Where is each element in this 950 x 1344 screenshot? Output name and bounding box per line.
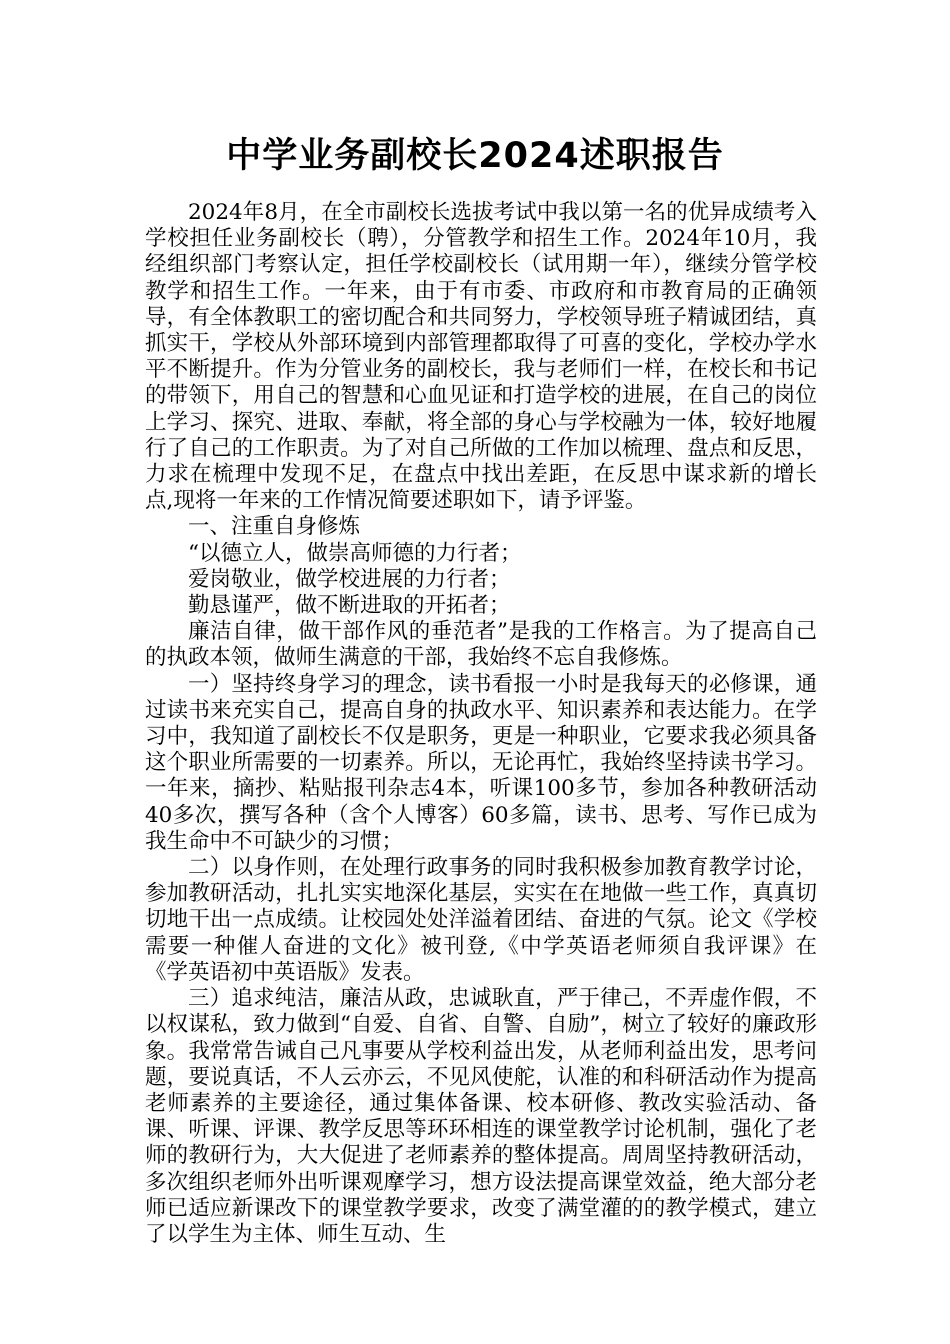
paragraph-intro: 2024年8月，在全市副校长选拔考试中我以第一名的优异成绩考入学校担任业务副校长（聘），分管教学和招生工作。2024年10月，我经组织部门考察认定，担任学校副校长（试用期一年），继续分管学校教学和招生工作。一年来，由于有市委、市政府和市教育局的正确领导，有全体教职工的密切配合和共同努力，学校领导班子精诚团结，真抓实干，学校从外部环境到内部管理都取得了可喜的变化，学校办学水平不断提升。作为分管业务的副校长，我与老师们一样，在校长和书记的带领下，用自己的智慧和心血见证和打造学校的进展，在自己的岗位上学习、探究、进取、奉献，将全部的身心与学校融为一体，较好地履行了自己的工作职责。为了对自己所做的工作加以梳理、盘点和反思，力求在梳理中发现不足，在盘点中找出差距，在反思中谋求新的增长点,现将一年来的工作情况简要述职如下，请予评鉴。 [145, 200, 817, 514]
motto-line: “以德立人，做崇高师德的力行者； [188, 540, 522, 566]
motto-line: 爱岗敬业，做学校进展的力行者； [188, 566, 511, 592]
section-heading: 一、注重自身修炼 [188, 514, 361, 540]
document-title: 中学业务副校长2024述职报告 [226, 136, 724, 176]
paragraph-motto-end: 廉洁自律，做干部作风的垂范者”是我的工作格言。为了提高自己的执政本领，做师生满意的干部，我始终不忘自我修炼。 [145, 619, 817, 671]
paragraph-item-2: 二）以身作则，在处理行政事务的同时我积极参加教育教学讨论，参加教研活动，扎扎实实地深化基层，实实在在地做一些工作，真真切切地干出一点成绩。让校园处处洋溢着团结、奋进的气氛。论文《学校需要一种催人奋进的文化》被刊登,《中学英语老师须自我评课》在《学英语初中英语版》发表。 [145, 855, 817, 985]
motto-line: 勤恳谨严，做不断进取的开拓者； [188, 593, 511, 619]
paragraph-item-3: 三）追求纯洁，廉洁从政，忠诚耿直，严于律己，不弄虚作假，不以权谋私，致力做到“自爱、自省、自警、自励”，树立了较好的廉政形象。我常常告诫自己凡事要从学校利益出发，从老师利益出发，思考问题，要说真话，不人云亦云，不见风使舵，认准的和科研活动作为提高老师素养的主要途径，通过集体备课、校本研修、教改实验活动、备课、听课、评课、教学反思等环环相连的课堂教学讨论机制，强化了老师的教研行为，大大促进了老师素养的整体提高。周周坚持教研活动，多次组织老师外出听课观摩学习，想方设法提高课堂效益，绝大部分老师已适应新课改下的课堂教学要求，改变了满堂灌的的教学模式，建立了以学生为主体、师生互动、生 [145, 986, 817, 1247]
document-body [145, 200, 817, 1248]
paragraph-item-1: 一）坚持终身学习的理念，读书看报一小时是我每天的必修课，通过读书来充实自己，提高自身的执政水平、知识素养和表达能力。在学习中，我知道了副校长不仅是职务，更是一种职业，它要求我必须具备这个职业所需要的一切素养。所以，无论再忙，我始终坚持读书学习。一年来，摘抄、粘贴报刊杂志4本，听课100多节，参加各种教研活动40多次，撰写各种（含个人博客）60多篇，读书、思考、写作已成为我生命中不可缺少的习惯； [145, 671, 817, 854]
